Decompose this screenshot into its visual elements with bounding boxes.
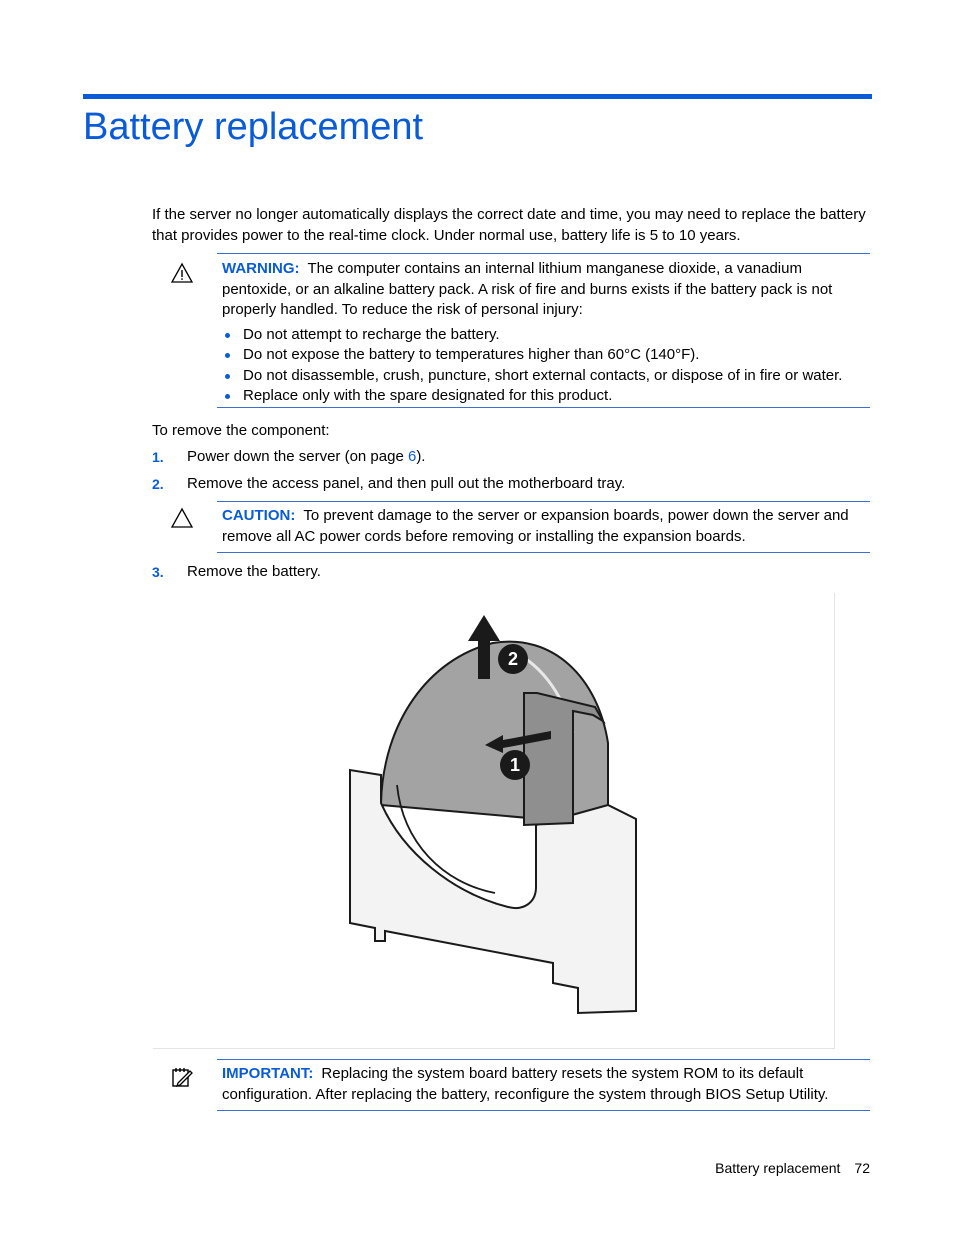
list-item: Replace only with the spare designated for this product. [217,386,870,407]
step-number: 2. [152,476,164,492]
title-rule [83,94,872,99]
bullet-icon [225,374,230,379]
step-text: Power down the server (on page 6). [187,448,426,465]
warning-notice [217,253,870,408]
callout-1-label: 1 [509,755,521,775]
important-label: IMPORTANT: [222,1065,314,1082]
page-title: Battery replacement [83,106,424,148]
procedure-intro: To remove the component: [152,422,330,439]
warning-text [217,259,870,321]
important-body: Replacing the system board battery resets the system ROM to its default configuration. After replacing the battery, reconfigure the system through BIOS Setup Utility. [222,1065,829,1103]
step-number: 3. [152,564,164,580]
bullet-icon [225,333,230,338]
bullet-icon [225,394,230,399]
caution-body: To prevent damage to the server or expansion boards, power down the server and remove all AC power cords before removing or installing the expansion boards. [222,507,849,545]
important-text [217,1064,870,1105]
warning-list [217,325,870,407]
list-item: Do not attempt to recharge the battery. [217,325,870,346]
caution-notice [217,501,870,553]
warning-label: WARNING: [222,260,300,277]
important-note-icon [170,1065,194,1089]
page-link[interactable]: 6 [407,448,417,465]
caution-triangle-icon [170,506,194,530]
step-number: 1. [152,449,164,465]
list-item: Do not disassemble, crush, puncture, short external contacts, or dispose of in fire or water. [217,366,870,387]
callout-2-label: 2 [507,649,519,669]
battery-illustration [153,593,835,1049]
intro-paragraph: If the server no longer automatically displays the correct date and time, you may need to replace the battery that provides power to the real-time clock. Under normal use, battery life is 5 to 10 years. [152,206,866,244]
step-text: Remove the battery. [187,563,321,580]
footer-page-number: 72 [854,1160,870,1176]
important-notice [217,1059,870,1111]
bullet-icon [225,353,230,358]
step-text: Remove the access panel, and then pull out the motherboard tray. [187,475,626,492]
warning-body: The computer contains an internal lithium manganese dioxide, a vanadium pentoxide, or an alkaline battery pack. A risk of fire and burns exists if the battery pack is not properly handled. To reduce the risk of personal injury: [222,260,833,318]
page-footer [715,1158,870,1179]
caution-label: CAUTION: [222,507,296,524]
list-item: Do not expose the battery to temperatures higher than 60°C (140°F). [217,345,870,366]
footer-section: Battery replacement [715,1160,841,1176]
battery-removal-figure [153,593,835,1049]
caution-text [217,506,870,547]
warning-triangle-icon [170,261,194,285]
